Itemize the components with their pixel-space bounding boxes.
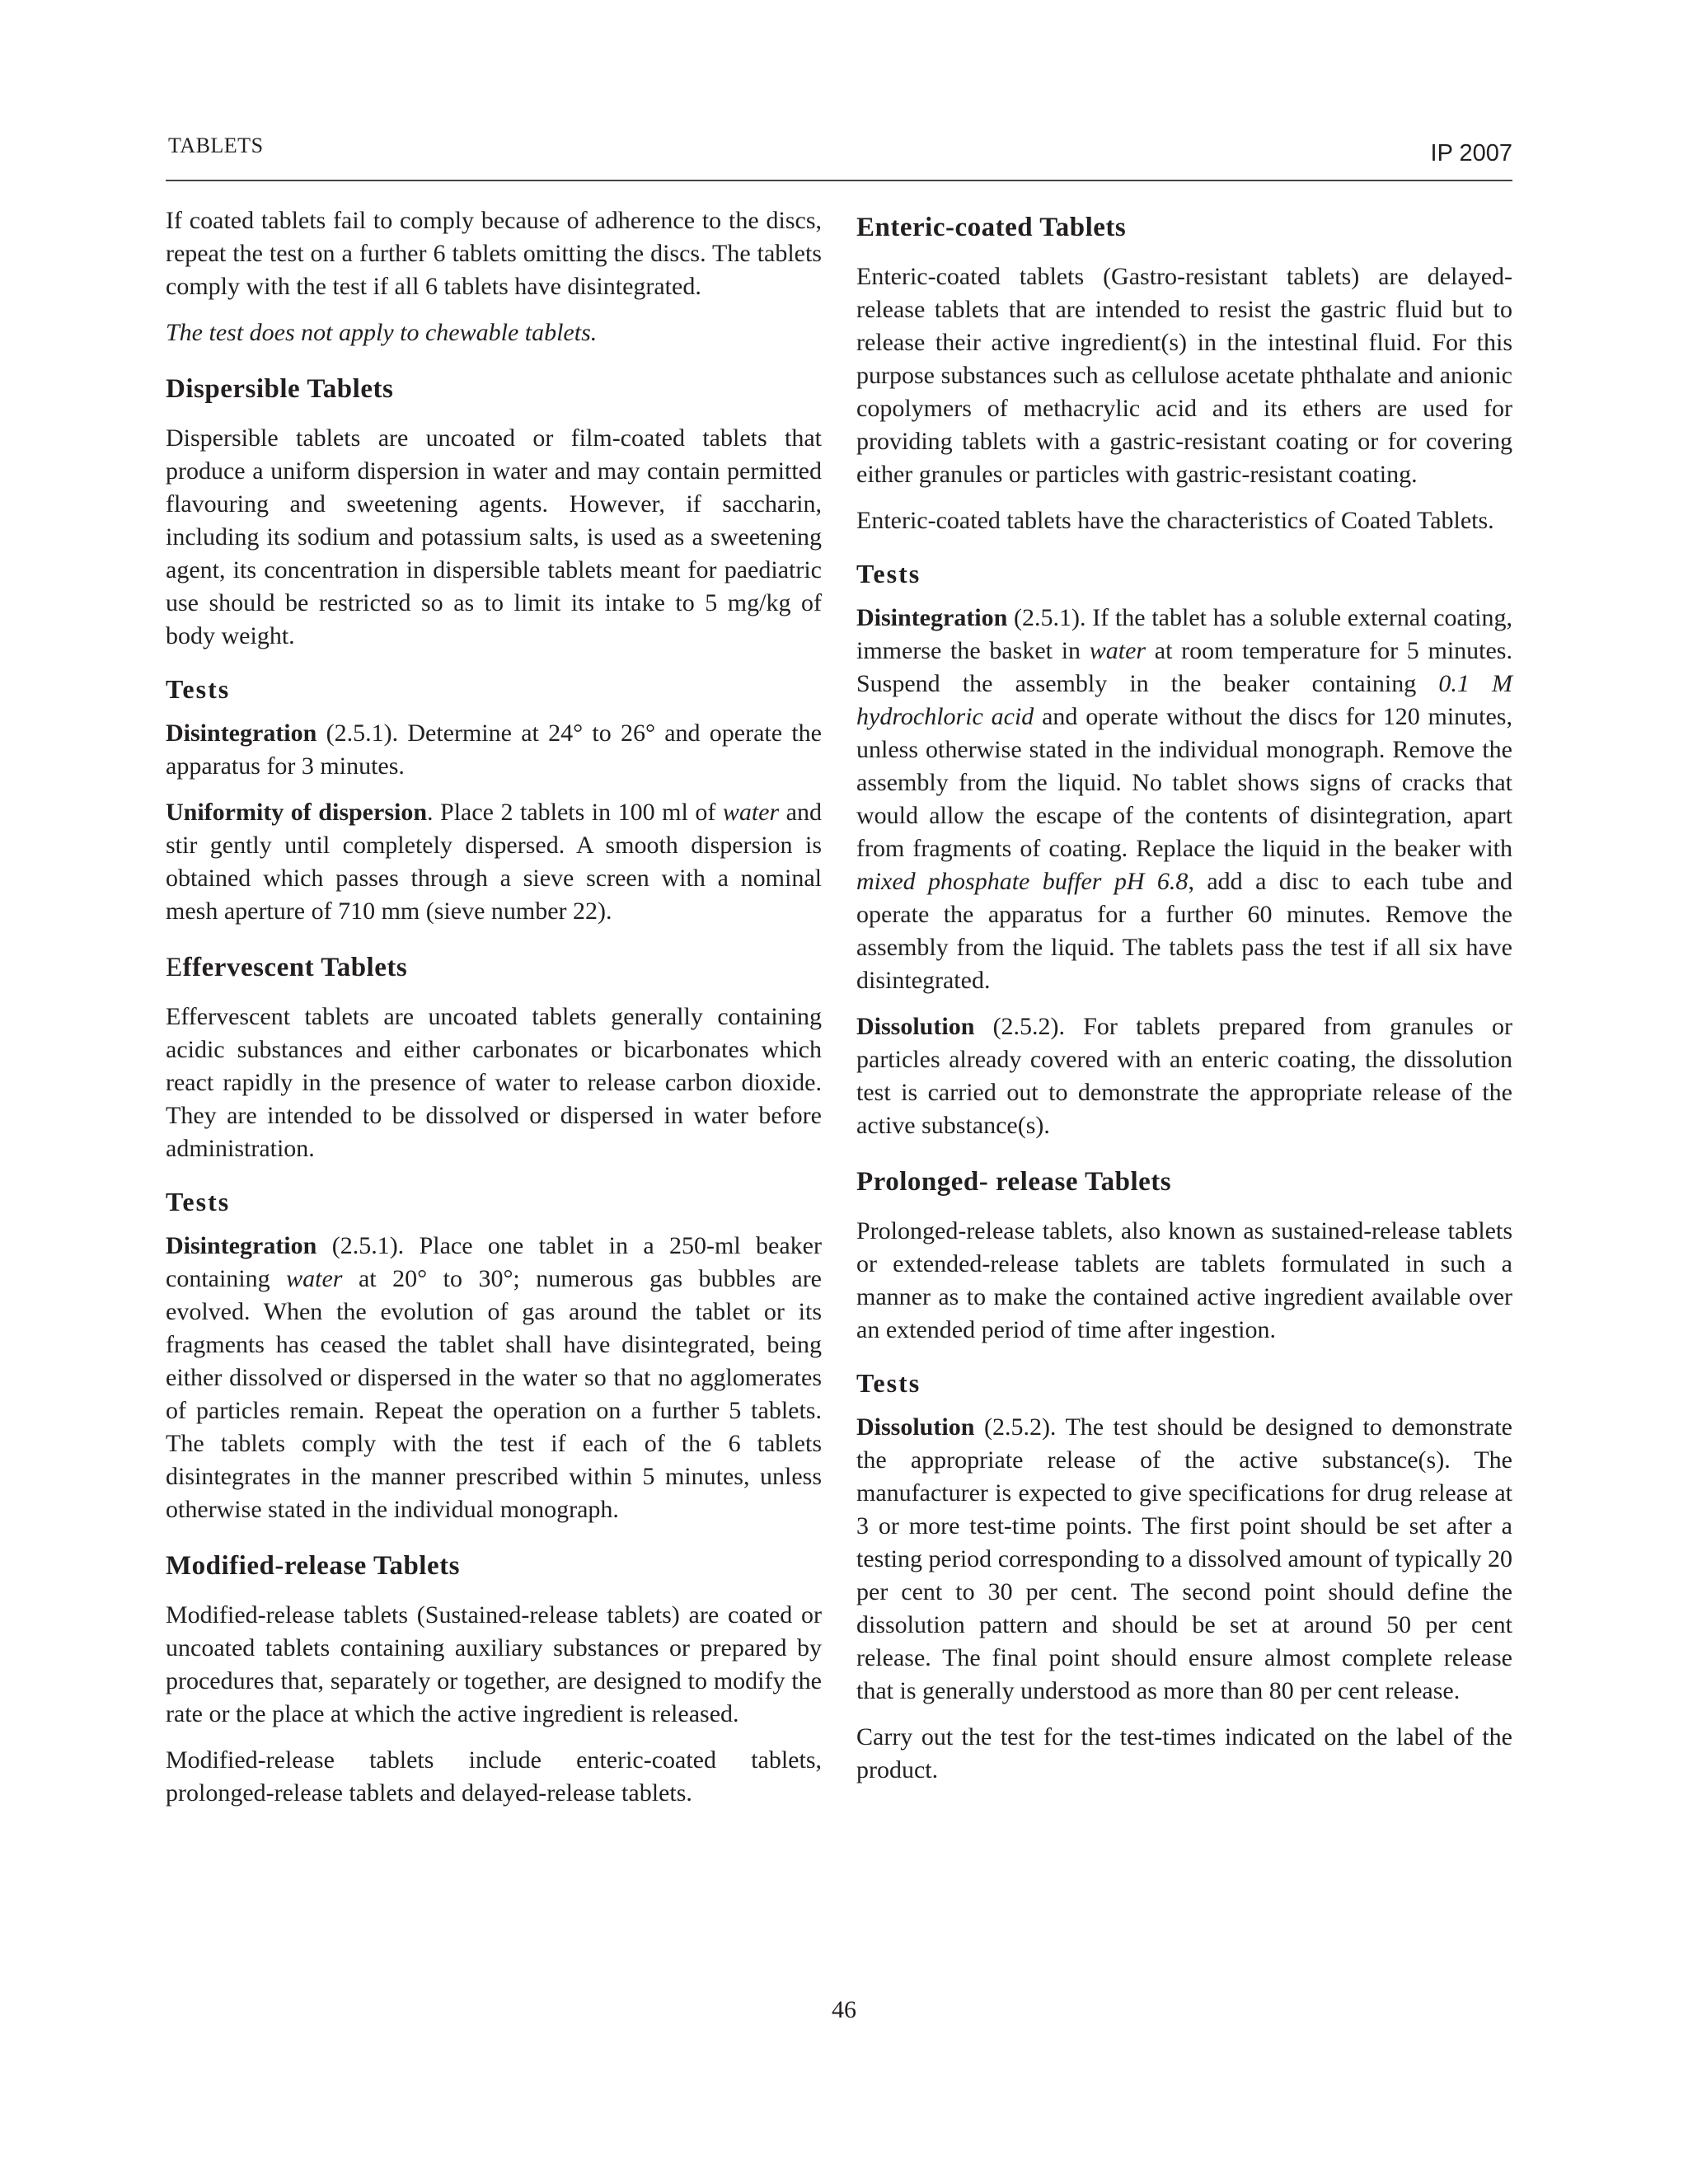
effervescent-heading: Effervescent Tablets [166, 953, 408, 982]
effervescent-paragraph: Effervescent tablets are uncoated tablets generally containing acidic substances and either carbonates or bicarbonates which react rapidly in the presence of water to release carbon dioxide. They are intended to be dissolved or dispersed in water before administration. [166, 1003, 822, 1162]
modified-paragraph-2: Modified-release tablets include enteric-coated tablets, prolonged-release tablets and delayed-release tablets. [166, 1746, 822, 1807]
left-column [166, 204, 822, 1823]
dispersible-paragraph: Dispersible tablets are uncoated or film-coated tablets that produce a uniform dispersion in water and may contain permitted flavouring and sweetening agents. However, if saccharin, including its sodium and potassium salts, is used as a sweetening agent, its concentration in dispersible tablets meant for paediatric use should be restricted so as to limit its intake to 5 mg/kg of body weight. [166, 424, 822, 649]
prolonged-closing: Carry out the test for the test-times indicated on the label of the product. [856, 1723, 1512, 1783]
modified-heading: Modified-release Tablets [166, 1551, 460, 1581]
intro-paragraph: If coated tablets fail to comply because of adherence to the discs, repeat the test on a further 6 tablets omitting the discs. The tablets comply with the test if all 6 tablets have disintegrated. [166, 207, 822, 300]
prolonged-heading: Prolonged- release Tablets [856, 1167, 1172, 1197]
dispersible-disintegration: Disintegration (2.5.1). Determine at 24° to 26° and operate the apparatus for 3 minutes. [166, 719, 822, 780]
enteric-tests-heading: Tests [856, 559, 921, 588]
modified-paragraph-1: Modified-release tablets (Sustained-release tablets) are coated or uncoated tablets containing auxiliary substances or prepared by procedures that, separately or together, are designed to modify the rate or the place at which the active ingredient is released. [166, 1601, 822, 1727]
dispersible-uniformity: Uniformity of dispersion. Place 2 tablets in 100 ml of water and stir gently until completely dispersed. A smooth dispersion is obtained which passes through a sieve screen with a nominal mesh aperture of 710 mm (sieve number 22). [166, 799, 822, 925]
enteric-disintegration: Disintegration (2.5.1). If the tablet has a soluble external coating, immerse the basket in water at room temperature for 5 minutes. Suspend the assembly in the beaker containing 0.1 M hydrochloric acid and operate without the discs for 120 minutes, unless otherwise stated in the individual monograph. Remove the assembly from the liquid. No tablet shows signs of cracks that would allow the escape of the contents of disintegration, apart from fragments of coating. Replace the liquid in the beaker with mixed phosphate buffer pH 6.8, add a disc to each tube and operate the apparatus for a further 60 minutes. Remove the assembly from the liquid. The tablets pass the test if all six have disintegrated. [856, 604, 1513, 994]
prolonged-paragraph: Prolonged-release tablets, also known as sustained-release tablets or extended-release tablets are tablets formulated in such a manner as to make the contained active ingredient available over an extended period of time after ingestion. [856, 1217, 1512, 1343]
intro-note: The test does not apply to chewable tablets. [166, 319, 598, 346]
effervescent-tests-heading: Tests [166, 1187, 231, 1216]
dispersible-heading: Dispersible Tablets [166, 374, 394, 404]
effervescent-disintegration: Disintegration (2.5.1). Place one tablet in a 250-ml beaker containing water at 20° to 30°; numerous gas bubbles are evolved. When the evolution of gas around the tablet or its fragments has ceased the tablet shall have disintegrated, being either dissolved or dispersed in the water so that no agglomerates of particles remain. Repeat the operation on a further 5 tablets. The tablets comply with the test if each of the 6 tablets disintegrates in the manner prescribed within 5 minutes, unless otherwise stated in the individual monograph. [166, 1232, 822, 1523]
prolonged-tests-heading: Tests [856, 1368, 921, 1398]
running-header-section: TABLETS [168, 134, 264, 157]
dispersible-tests-heading: Tests [166, 674, 231, 704]
enteric-heading: Enteric-coated Tablets [856, 213, 1127, 242]
prolonged-dissolution: Dissolution (2.5.2). The test should be designed to demonstrate the appropriate release of the active substance(s). The manufacturer is expected to give specifications for drug release at 3 or more test-time points. The first point should be set after a testing period corresponding to a dissolved amount of typically 20 per cent to 30 per cent. The second point should define the dissolution pattern and should be set at around 50 per cent release. The final point should ensure almost complete release that is generally understood as more than 80 per cent release. [856, 1413, 1512, 1704]
enteric-paragraph-1: Enteric-coated tablets (Gastro-resistant tablets) are delayed-release tablets that are intended to resist the gastric fluid but to release their active ingredient(s) in the intestinal fluid. For this purpose substances such as cellulose acetate phthalate and anionic copolymers of methacrylic acid and its ethers are used for providing tablets with a gastric-resistant coating or for covering either granules or particles with gastric-resistant coating. [856, 263, 1512, 488]
enteric-dissolution: Dissolution (2.5.2). For tablets prepared from granules or particles already covered with an enteric coating, the dissolution test is carried out to demonstrate the appropriate release of the active substance(s). [856, 1013, 1512, 1139]
header-rule [166, 180, 1512, 181]
enteric-paragraph-2: Enteric-coated tablets have the characteristics of Coated Tablets. [856, 507, 1494, 534]
right-column [856, 204, 1512, 1800]
page-number: 46 [832, 1996, 856, 2023]
running-header-edition: IP 2007 [1430, 140, 1512, 166]
